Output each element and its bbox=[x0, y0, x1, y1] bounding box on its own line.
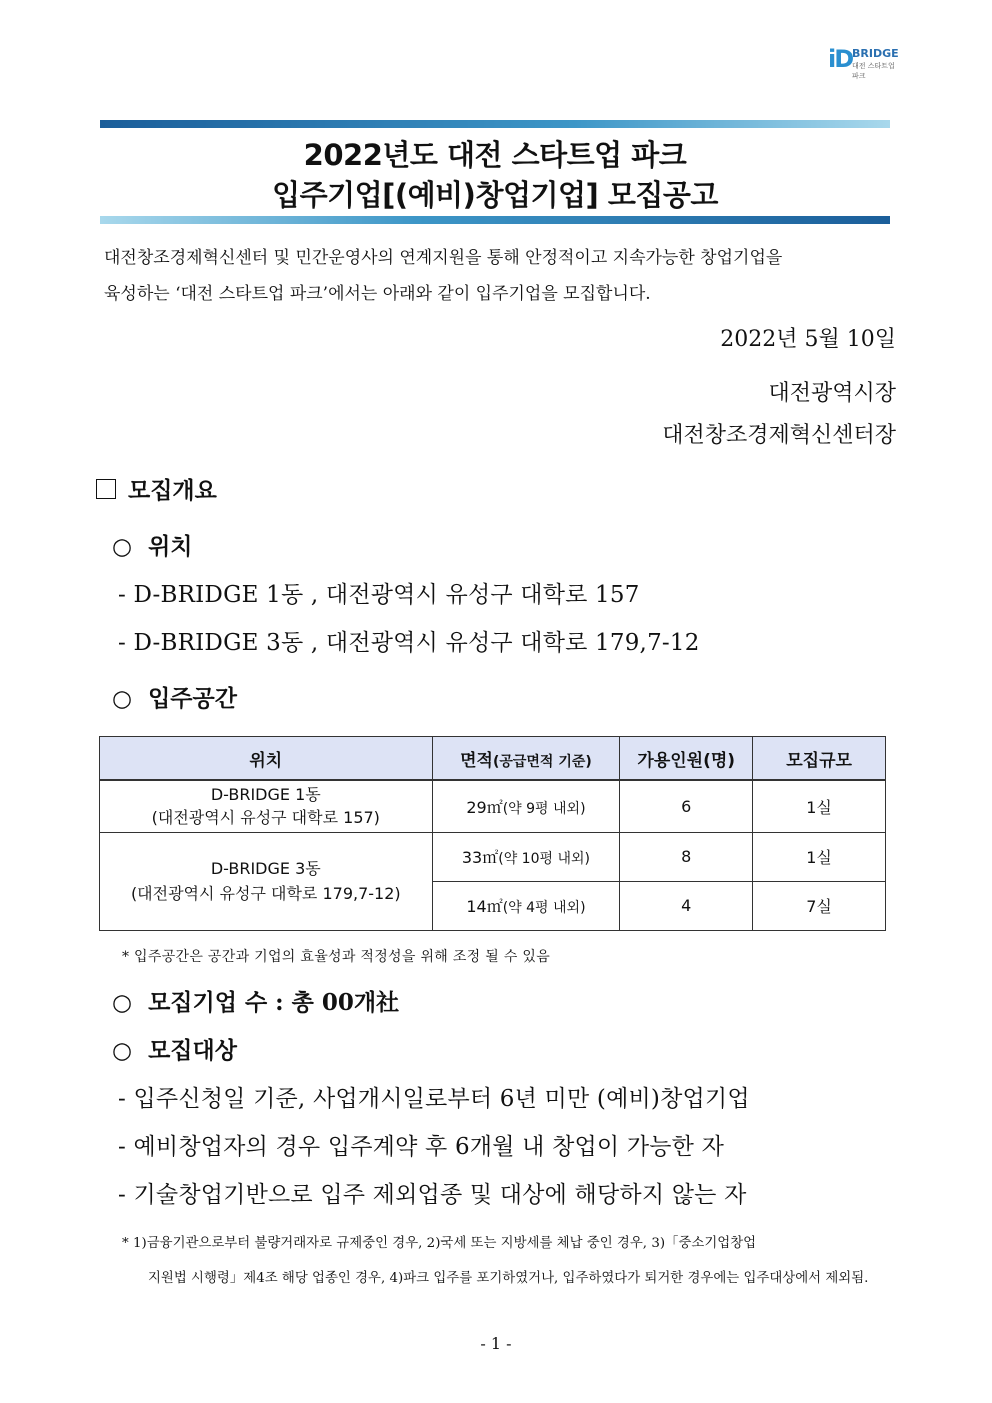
building3-address: (대전광역시 유성구 대학로 179,7-12) bbox=[130, 884, 401, 903]
page-number: - 1 - bbox=[480, 1334, 512, 1353]
title-line-2: 입주기업[(예비)창업기업] 모집공고 bbox=[272, 178, 718, 212]
area-value: 29㎡ bbox=[466, 797, 503, 817]
area-cell bbox=[432, 832, 620, 881]
logo-name: BRIDGE bbox=[852, 47, 899, 60]
scale-cell: 1실 bbox=[753, 780, 886, 832]
scale-cell: 1실 bbox=[753, 832, 886, 881]
target-item-3: - 기술창업기반으로 입주 제외업종 및 대상에 해당하지 않는 자 bbox=[118, 1182, 747, 1208]
table-row bbox=[100, 780, 886, 832]
target-footnote-2: 지원법 시행령」제4조 해당 업종인 경우, 4)파크 입주를 포기하였거나, 입주하였다가 퇴거한 경우에는 입주대상에서 제외됨. bbox=[148, 1271, 869, 1286]
location-item-1: - D-BRIDGE 1동 , 대전광역시 유성구 대학로 157 bbox=[118, 582, 640, 608]
circle-bullet-icon: ○ bbox=[112, 1038, 133, 1064]
table-row bbox=[100, 832, 886, 881]
location-heading-label: 위치 bbox=[148, 533, 193, 560]
capacity-cell: 4 bbox=[620, 881, 753, 930]
circle-bullet-icon: ○ bbox=[112, 990, 133, 1016]
building3-cell bbox=[100, 832, 433, 930]
scale-cell: 7실 bbox=[753, 881, 886, 930]
area-note: (약 10평 내외) bbox=[498, 851, 590, 867]
capacity-cell: 8 bbox=[620, 832, 753, 881]
header-area-note: (공급면적 기준) bbox=[492, 753, 592, 770]
header-area bbox=[432, 737, 620, 781]
building3-name: D-BRIDGE 3동 bbox=[210, 859, 321, 878]
circle-bullet-icon: ○ bbox=[112, 686, 133, 712]
section-title: 모집개요 bbox=[128, 477, 217, 504]
checkbox-square-icon bbox=[96, 479, 116, 499]
area-value: 14㎡ bbox=[466, 897, 503, 916]
bridge-logo bbox=[828, 44, 899, 80]
area-value: 33㎡ bbox=[461, 848, 499, 867]
building1-address: (대전광역시 유성구 대학로 157) bbox=[151, 808, 380, 828]
space-heading bbox=[112, 680, 237, 713]
section-heading bbox=[96, 472, 217, 505]
area-cell bbox=[432, 881, 620, 930]
location-item-2: - D-BRIDGE 3동 , 대전광역시 유성구 대학로 179,7-12 bbox=[118, 630, 700, 656]
announcement-date: 2022년 5월 10일 bbox=[720, 327, 896, 352]
area-cell bbox=[432, 780, 620, 832]
logo-mark: iD bbox=[828, 45, 853, 73]
space-note: * 입주공간은 공간과 기업의 효율성과 적정성을 위해 조정 될 수 있음 bbox=[122, 949, 551, 965]
table-header-row bbox=[100, 737, 886, 781]
header-capacity: 가용인원(명) bbox=[620, 737, 753, 781]
intro-line-1: 대전창조경제혁신센터 및 민간운영사의 연계지원을 통해 안정적이고 지속가능한 창업기업을 bbox=[104, 248, 783, 268]
space-heading-label: 입주공간 bbox=[148, 685, 237, 712]
circle-bullet-icon: ○ bbox=[112, 534, 133, 560]
intro-line-2: 육성하는 ‘대전 스타트업 파크’에서는 아래와 같이 입주기업을 모집합니다. bbox=[104, 284, 651, 304]
target-item-1: - 입주신청일 기준, 사업개시일로부터 6년 미만 (예비)창업기업 bbox=[118, 1086, 750, 1112]
target-item-2: - 예비창업자의 경우 입주계약 후 6개월 내 창업이 가능한 자 bbox=[118, 1134, 725, 1160]
location-heading bbox=[112, 528, 193, 561]
header-location: 위치 bbox=[100, 737, 433, 781]
building1-cell bbox=[100, 780, 433, 832]
logo-subtitle: 대전 스타트업 파크 bbox=[852, 62, 895, 80]
header-scale: 모집규모 bbox=[753, 737, 886, 781]
building1-name: D-BRIDGE 1동 bbox=[210, 785, 321, 805]
space-table bbox=[99, 736, 886, 931]
signatory-center: 대전창조경제혁신센터장 bbox=[662, 423, 896, 448]
target-heading-label: 모집대상 bbox=[148, 1037, 237, 1064]
count-heading bbox=[112, 984, 399, 1017]
target-footnote-1: * 1)금융기관으로부터 불량거래자로 규제중인 경우, 2)국세 또는 지방세를 체납 중인 경우, 3)「중소기업창업 bbox=[122, 1236, 757, 1251]
area-note: (약 9평 내외) bbox=[502, 800, 586, 817]
header-area-label: 면적 bbox=[460, 750, 493, 771]
target-heading bbox=[112, 1032, 237, 1065]
signatory-mayor: 대전광역시장 bbox=[768, 381, 896, 406]
capacity-cell: 6 bbox=[620, 780, 753, 832]
area-note: (약 4평 내외) bbox=[502, 900, 586, 916]
title-line-1: 2022년도 대전 스타트업 파크 bbox=[303, 138, 687, 172]
title-top-bar bbox=[100, 120, 890, 128]
title-bottom-bar bbox=[100, 216, 890, 224]
count-heading-label: 모집기업 수 : 총 00개社 bbox=[148, 989, 400, 1016]
